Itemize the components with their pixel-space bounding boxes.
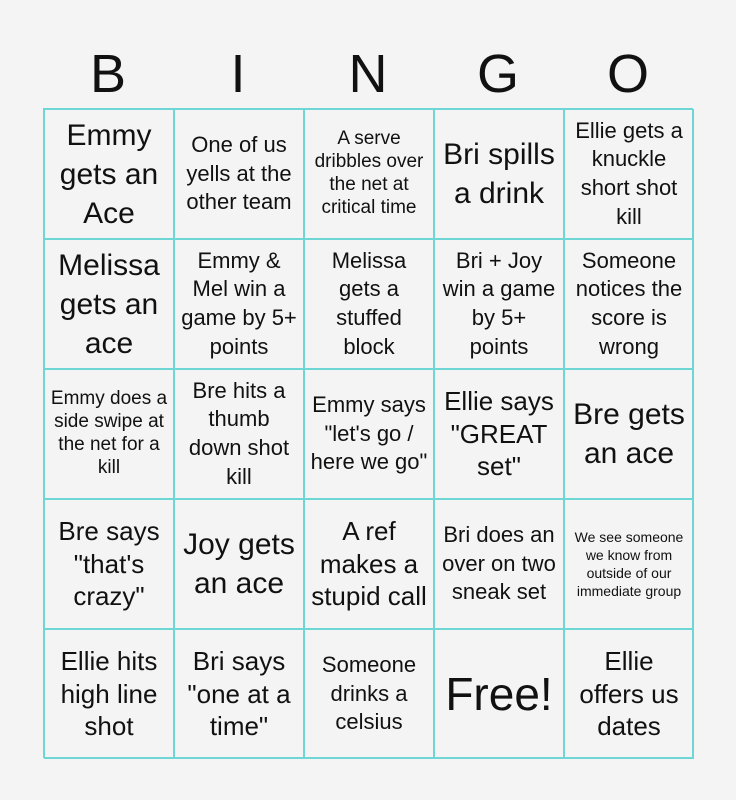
cell-text: Free!: [445, 667, 553, 720]
cell-text: We see someone we know from outside of our immediate group: [574, 528, 684, 600]
cell-text: Ellie offers us dates: [579, 646, 679, 742]
cell-text: One of us yells at the other team: [186, 132, 292, 215]
cell-text: Bre hits a thumb down shot kill: [188, 377, 290, 489]
cell-text: Someone drinks a celsius: [321, 652, 417, 735]
bingo-cell-2-4[interactable]: [434, 239, 564, 369]
cell-text: Bri spills a drink: [443, 138, 555, 210]
header-letter-o: O: [606, 44, 649, 104]
cell-text: A serve dribbles over the net at critical time: [314, 128, 424, 218]
bingo-cell-1-2[interactable]: [174, 109, 304, 239]
bingo-cell-3-3[interactable]: [304, 369, 434, 499]
cell-text: Ellie gets a knuckle short shot kill: [575, 117, 683, 229]
cell-text: Emmy & Mel win a game by 5+ points: [181, 247, 297, 359]
bingo-cell-5-3[interactable]: [304, 629, 434, 759]
bingo-cell-5-1[interactable]: [44, 629, 174, 759]
header-letter-i: I: [230, 44, 246, 104]
cell-text: Bri says "one at a time": [187, 646, 291, 742]
bingo-cell-4-5[interactable]: [564, 499, 694, 629]
bingo-cell-2-5[interactable]: [564, 239, 694, 369]
bingo-cell-2-3[interactable]: [304, 239, 434, 369]
bingo-cell-5-2[interactable]: [174, 629, 304, 759]
bingo-cell-3-2[interactable]: [174, 369, 304, 499]
bingo-cell-2-2[interactable]: [174, 239, 304, 369]
bingo-cell-2-1[interactable]: [44, 239, 174, 369]
bingo-header: [43, 40, 693, 108]
bingo-cell-5-5[interactable]: [564, 629, 694, 759]
bingo-cell-1-3[interactable]: [304, 109, 434, 239]
cell-text: Melissa gets an ace: [58, 248, 160, 360]
bingo-cell-3-5[interactable]: [564, 369, 694, 499]
free-space-cell[interactable]: [434, 629, 564, 759]
cell-text: Emmy does a side swipe at the net for a kill: [50, 388, 168, 478]
bingo-cell-1-1[interactable]: [44, 109, 174, 239]
cell-text: A ref makes a stupid call: [311, 516, 427, 612]
header-letter-g: G: [476, 44, 519, 104]
cell-text: Emmy says "let's go / here we go": [310, 392, 428, 475]
bingo-cell-4-3[interactable]: [304, 499, 434, 629]
header-letter-n: N: [348, 44, 388, 104]
cell-text: Bre gets an ace: [573, 398, 685, 470]
bingo-cell-4-1[interactable]: [44, 499, 174, 629]
cell-text: Ellie hits high line shot: [60, 646, 158, 742]
cell-text: Bri does an over on two sneak set: [442, 522, 556, 605]
cell-text: Joy gets an ace: [183, 528, 295, 600]
cell-text: Bre says "that's crazy": [58, 516, 160, 612]
cell-text: Emmy gets an Ace: [59, 118, 159, 230]
bingo-cell-4-2[interactable]: [174, 499, 304, 629]
cell-text: Someone notices the score is wrong: [575, 247, 683, 359]
bingo-cell-3-1[interactable]: [44, 369, 174, 499]
bingo-cell-4-4[interactable]: [434, 499, 564, 629]
cell-text: Ellie says "GREAT set": [444, 386, 554, 482]
cell-text: Melissa gets a stuffed block: [331, 247, 407, 359]
bingo-cell-1-4[interactable]: [434, 109, 564, 239]
bingo-cell-1-5[interactable]: [564, 109, 694, 239]
bingo-card: [43, 108, 693, 758]
bingo-cell-3-4[interactable]: [434, 369, 564, 499]
header-letter-b: B: [89, 44, 127, 104]
cell-text: Bri + Joy win a game by 5+ points: [442, 247, 556, 359]
